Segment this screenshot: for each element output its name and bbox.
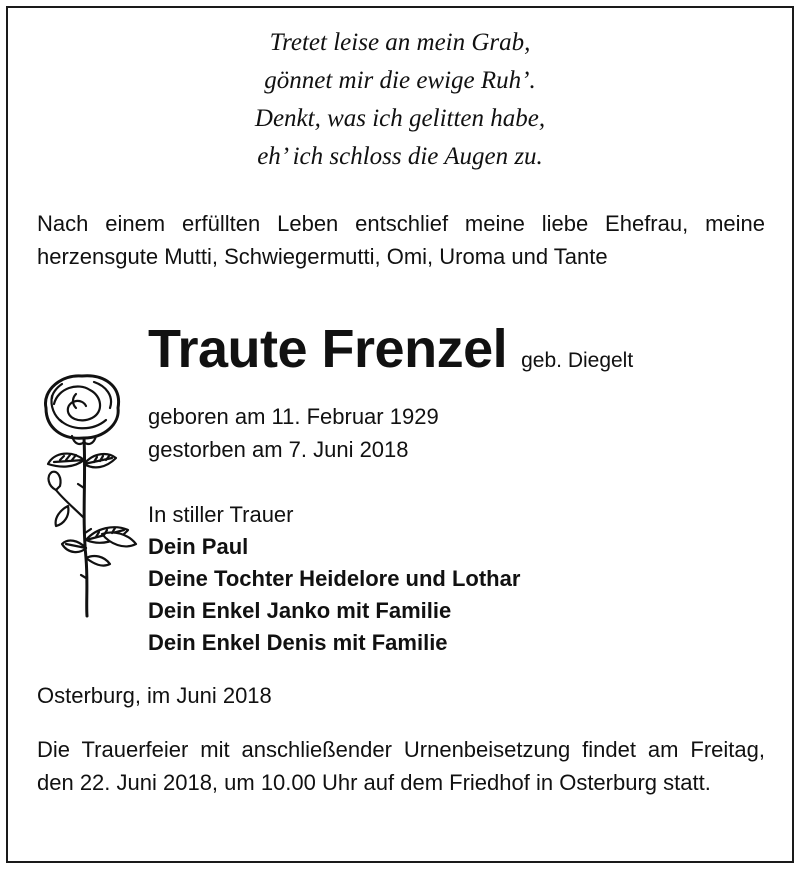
maiden-name: geb. Diegelt bbox=[521, 349, 634, 372]
life-dates bbox=[148, 400, 439, 466]
mourning-heading: In stiller Trauer bbox=[148, 502, 294, 527]
mourner-name: Dein Enkel Janko mit Familie bbox=[148, 598, 452, 623]
poem-line: gönnet mir die ewige Ruh’. bbox=[264, 67, 536, 94]
poem-line: Denkt, was ich gelitten habe, bbox=[254, 105, 546, 132]
ceremony-text: Die Trauerfeier mit anschließender Urnenbeisetzung findet am Freitag, den 22. Juni 2018, um 10.00 Uhr auf dem Friedhof in Osterburg statt. bbox=[37, 737, 765, 795]
poem-line: Tretet leise an mein Grab, bbox=[269, 29, 531, 56]
birth-date: geboren am 11. Februar 1929 bbox=[148, 404, 439, 429]
poem bbox=[0, 24, 800, 176]
death-date: gestorben am 7. Juni 2018 bbox=[148, 437, 409, 462]
deceased-name-row bbox=[148, 318, 633, 380]
mourner-name: Deine Tochter Heidelore und Lothar bbox=[148, 566, 521, 591]
mourner-name: Dein Enkel Denis mit Familie bbox=[148, 630, 448, 655]
deceased-name: Traute Frenzel bbox=[148, 319, 508, 379]
mourner-name: Dein Paul bbox=[148, 534, 249, 559]
place-and-date: Osterburg, im Juni 2018 bbox=[37, 683, 272, 708]
poem-line: eh’ ich schloss die Augen zu. bbox=[257, 143, 543, 170]
mourners-block bbox=[148, 499, 520, 659]
intro-text: Nach einem erfüllten Leben entschlief meine liebe Ehefrau, meine herzensgute Mutti, Schwiegermutti, Omi, Uroma und Tante bbox=[37, 211, 765, 269]
rose-icon bbox=[32, 368, 140, 618]
